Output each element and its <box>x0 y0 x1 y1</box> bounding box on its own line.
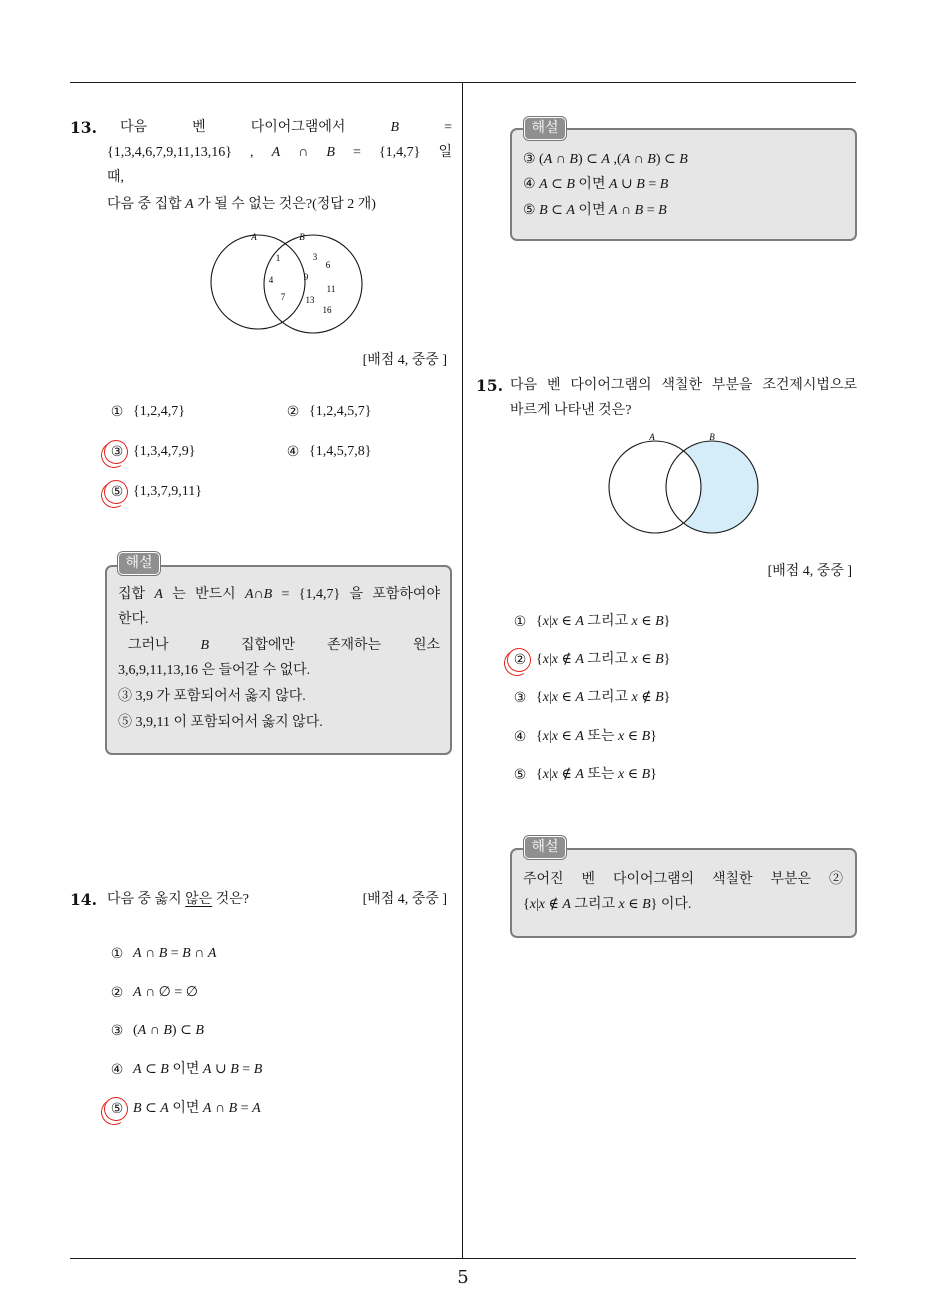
explanation-line <box>523 896 691 914</box>
question-15-number: 15. <box>476 376 503 395</box>
text-run: 다음 중 옳지 <box>107 892 186 907</box>
venn-circle-b <box>264 235 362 333</box>
math-variable: A <box>271 145 281 160</box>
text-run: = <box>238 1062 254 1077</box>
math-variable: A <box>575 729 584 744</box>
text-run: ∩ <box>617 203 635 218</box>
text-run: } 이다. <box>650 897 692 912</box>
question-13-stem-line <box>107 196 376 214</box>
text-run: ) ⊂ <box>577 152 602 167</box>
text-run: { <box>536 652 543 667</box>
math-variable: A <box>601 152 610 167</box>
explanation-line <box>118 714 323 732</box>
text-run: 것은? <box>212 892 249 907</box>
text-run: {1,3,4,7,9} <box>133 444 196 459</box>
choice-number: ③ <box>513 690 527 706</box>
explanation-line <box>523 202 667 220</box>
choice-text <box>133 483 202 501</box>
venn-element: 16 <box>322 305 332 315</box>
choice-text <box>133 1100 261 1118</box>
text-run: ) ⊂ <box>655 152 680 167</box>
math-variable: x <box>631 614 638 629</box>
math-variable: B <box>539 203 548 218</box>
math-variable: A <box>202 1062 212 1077</box>
math-variable: A <box>543 152 553 167</box>
text-run: ,( <box>609 152 622 167</box>
choice-number: ⑤ <box>513 767 527 783</box>
explanation-tab: 해설 <box>524 117 566 140</box>
question-15-stem-line <box>510 377 857 395</box>
math-variable: A <box>133 1062 142 1077</box>
text-run: 다음 벤 다이어그램의 색칠한 부분을 조건제시법으로 <box>510 378 857 393</box>
choice-text <box>133 945 216 963</box>
question-14-score: [배점 4, 중중 ] <box>362 892 447 907</box>
math-variable: B <box>263 587 273 602</box>
math-variable: A <box>575 767 584 782</box>
math-variable: A <box>575 690 584 705</box>
text-run: 또는 <box>583 729 618 744</box>
text-run: 그리고 <box>583 652 632 667</box>
venn-element: 13 <box>305 295 315 305</box>
text-run: ∈ <box>637 614 656 629</box>
text-run: { <box>536 614 543 629</box>
text-run: 그러나 <box>128 638 201 653</box>
text-run: { <box>536 729 543 744</box>
choice-number: ① <box>110 946 124 962</box>
choice-text <box>536 651 670 669</box>
text-run: ∩ <box>211 1101 229 1116</box>
text-run: } <box>663 690 671 705</box>
explanation-line <box>128 637 440 655</box>
text-run: ∈ <box>624 767 642 782</box>
text-run: 다음 중 집합 <box>107 197 186 212</box>
text-run: ∉ <box>557 652 576 667</box>
venn-element: 3 <box>312 252 318 262</box>
math-variable: B <box>658 203 667 218</box>
text-run: ∉ <box>557 767 576 782</box>
text-run: {1,3,7,9,11} <box>133 484 202 499</box>
text-run: ( <box>133 1023 138 1038</box>
text-run: {1,2,4,7} <box>133 404 185 419</box>
math-variable: A <box>608 203 618 218</box>
math-variable: B <box>634 203 644 218</box>
choice-number: ① <box>513 614 527 630</box>
question-13-number: 13. <box>70 118 97 137</box>
explanation-line <box>118 688 306 706</box>
text-run: } <box>663 652 671 667</box>
text-run: ∈ <box>557 729 576 744</box>
text-run: 이면 <box>168 1101 203 1116</box>
venn-element: 11 <box>326 284 336 294</box>
math-variable: x <box>617 767 625 782</box>
math-variable: B <box>230 1062 239 1077</box>
math-variable: A <box>244 587 254 602</box>
explanation-line <box>523 176 668 194</box>
choice-number: ② <box>110 985 124 1001</box>
text-run: ∈ <box>624 897 643 912</box>
math-variable: B <box>163 1023 172 1038</box>
text-run: ⊂ <box>547 177 567 192</box>
math-variable: A <box>621 152 631 167</box>
venn-label-a: A <box>251 232 257 242</box>
math-variable: x <box>529 897 536 912</box>
text-run: ∪ <box>211 1062 231 1077</box>
math-variable: B <box>566 177 575 192</box>
math-variable: A <box>202 1101 212 1116</box>
text-run: ⑤ <box>523 203 540 218</box>
explanation-tab: 해설 <box>118 552 160 575</box>
math-variable: B <box>655 690 664 705</box>
math-variable: B <box>659 177 669 192</box>
choice-text <box>536 613 670 631</box>
text-run: ③ 3,9 가 포함되어서 옳지 않다. <box>118 689 306 704</box>
text-run: ∉ <box>637 690 656 705</box>
text-run: 3,6,9,11,13,16 은 들어갈 수 없다. <box>118 663 311 678</box>
text-run: 이면 <box>574 203 609 218</box>
math-variable: A <box>185 197 194 212</box>
math-variable: B <box>655 614 664 629</box>
text-run: ∈ <box>624 729 642 744</box>
question-15-stem-line <box>510 402 631 420</box>
text-run: ∪ <box>617 177 637 192</box>
math-variable: B <box>641 729 651 744</box>
text-run: ∩ <box>146 1023 164 1038</box>
text-run: 한다. <box>118 612 149 627</box>
choice-number: ④ <box>286 444 300 460</box>
venn-element: 4 <box>268 275 274 285</box>
question-13-score: [배점 4, 중중 ] <box>362 353 447 368</box>
text-run: | <box>548 729 552 744</box>
choice-text <box>133 443 195 461</box>
math-variable: A <box>133 985 142 1000</box>
math-variable: B <box>647 152 656 167</box>
math-variable: A <box>608 177 618 192</box>
text-run: ④ <box>523 177 540 192</box>
text-run: } <box>650 767 657 782</box>
text-run: {1,3,4,6,7,9,11,13,16} , <box>107 145 272 160</box>
math-variable: x <box>542 652 549 667</box>
math-variable: B <box>133 1101 142 1116</box>
venn-label-a: A <box>649 432 655 442</box>
top-rule <box>70 82 856 83</box>
text-run: 집합 <box>118 587 155 602</box>
math-variable: B <box>569 152 578 167</box>
question-13-stem-line <box>107 144 452 162</box>
text-run: ∉ <box>544 897 563 912</box>
math-variable: B <box>679 152 688 167</box>
math-variable: x <box>542 690 549 705</box>
text-run: 때, <box>107 170 125 185</box>
text-run: 바르게 나타낸 것은? <box>510 403 632 418</box>
math-variable: x <box>631 690 638 705</box>
text-run: = {1,4,7} 을 포함하여야 <box>272 587 440 602</box>
explanation-line <box>118 662 310 680</box>
text-run: 이면 <box>574 177 609 192</box>
choice-text <box>133 984 198 1002</box>
text-run: 다음 벤 다이어그램에서 <box>120 120 391 135</box>
text-run: ∩ <box>552 152 570 167</box>
math-variable: x <box>551 767 558 782</box>
math-variable: x <box>542 767 549 782</box>
text-run: = <box>167 946 183 961</box>
text-run: ∩ ∅ = ∅ <box>141 985 198 1000</box>
question-13-stem-line <box>107 169 124 187</box>
math-variable: B <box>326 145 335 160</box>
venn-element: 7 <box>280 292 286 302</box>
text-run: | <box>548 652 552 667</box>
explanation-line <box>118 611 149 629</box>
math-variable: x <box>551 729 558 744</box>
text-run: = <box>643 203 659 218</box>
math-variable: x <box>542 729 549 744</box>
text-run: {1,2,4,5,7} <box>309 404 372 419</box>
math-variable: A <box>137 1023 147 1038</box>
explanation-line <box>523 871 843 889</box>
question-14-stem <box>107 891 249 909</box>
text-run: ) ⊂ <box>171 1023 196 1038</box>
text-run: ∈ <box>637 652 656 667</box>
venn-label-b: B <box>709 432 715 442</box>
math-variable: A <box>539 177 548 192</box>
text-run: | <box>548 767 552 782</box>
choice-text <box>133 1061 262 1079</box>
text-run: 가 될 수 없는 것은?(정답 2 개) <box>193 197 376 212</box>
math-variable: B <box>390 120 400 135</box>
choice-number: ④ <box>110 1062 124 1078</box>
choice-number: ④ <box>513 729 527 745</box>
text-run: ∩ <box>190 946 208 961</box>
explanation-tab: 해설 <box>524 836 566 859</box>
text-run: { <box>536 690 543 705</box>
math-variable: A <box>252 1101 261 1116</box>
choice-number: ⑤ <box>110 1101 124 1117</box>
choice-text <box>309 443 371 461</box>
choice-number: ③ <box>110 444 124 460</box>
text-run: ③ ( <box>523 152 544 167</box>
venn-element: 9 <box>303 272 309 282</box>
math-variable: x <box>551 690 558 705</box>
math-variable: B <box>160 1062 169 1077</box>
text-run: = <box>237 1101 253 1116</box>
text-run: ∩ <box>141 946 159 961</box>
math-variable: x <box>542 614 549 629</box>
text-run: 그리고 <box>570 897 619 912</box>
text-run: ∈ <box>557 614 576 629</box>
math-variable: A <box>133 946 142 961</box>
text-run: ∩ <box>253 587 264 602</box>
text-run: } <box>650 729 657 744</box>
math-variable: A <box>160 1101 169 1116</box>
math-variable: A <box>207 946 217 961</box>
math-variable: A <box>566 203 575 218</box>
text-run: { <box>536 767 543 782</box>
text-run: = <box>644 177 660 192</box>
choice-text <box>536 689 670 707</box>
math-variable: B <box>182 946 191 961</box>
explanation-line <box>523 151 688 169</box>
venn-element: 6 <box>325 260 331 270</box>
column-divider <box>462 82 463 1258</box>
text-run: | <box>548 690 552 705</box>
text-run: ∩ <box>630 152 648 167</box>
text-run: 는 반드시 <box>162 587 245 602</box>
text-run: ∈ <box>557 690 576 705</box>
text-run: ⑤ 3,9,11 이 포함되어서 옳지 않다. <box>118 715 323 730</box>
choice-number: ① <box>110 404 124 420</box>
text-run: 그리고 <box>583 690 632 705</box>
text-run: 또는 <box>583 767 618 782</box>
question-13-stem-line <box>120 119 452 137</box>
math-variable: B <box>228 1101 238 1116</box>
math-variable: B <box>636 177 645 192</box>
choice-text <box>133 403 185 421</box>
math-variable: A <box>575 614 584 629</box>
text-run: = {1,4,7} 일 <box>334 145 452 160</box>
math-variable: A <box>575 652 584 667</box>
text-run: } <box>663 614 671 629</box>
underlined-text: 않은 <box>185 892 213 907</box>
math-variable: x <box>618 897 625 912</box>
math-variable: B <box>655 652 664 667</box>
choice-text <box>536 728 657 746</box>
page-number: 5 <box>457 1267 469 1288</box>
choice-number: ⑤ <box>110 484 124 500</box>
math-variable: B <box>158 946 168 961</box>
question-14-number: 14. <box>70 890 97 909</box>
choice-text <box>133 1022 204 1040</box>
choice-number: ② <box>513 652 527 668</box>
text-run: ⊂ <box>141 1062 161 1077</box>
choice-text <box>536 766 657 784</box>
math-variable: A <box>154 587 163 602</box>
bottom-rule <box>70 1258 856 1259</box>
math-variable: B <box>253 1062 263 1077</box>
text-run: = <box>399 120 452 135</box>
text-run: ∩ <box>280 145 327 160</box>
choice-text <box>309 403 371 421</box>
math-variable: A <box>562 897 571 912</box>
text-run: ⊂ <box>547 203 567 218</box>
math-variable: B <box>641 767 651 782</box>
text-run: 그리고 <box>583 614 632 629</box>
text-run: 이면 <box>168 1062 203 1077</box>
choice-number: ③ <box>110 1023 124 1039</box>
question-13-venn-diagram <box>200 225 370 340</box>
text-run: 집합에만 존재하는 원소 <box>209 638 440 653</box>
text-run: {1,4,5,7,8} <box>309 444 372 459</box>
explanation-line <box>118 586 440 604</box>
text-run: ⊂ <box>141 1101 161 1116</box>
math-variable: x <box>617 729 625 744</box>
math-variable: B <box>642 897 651 912</box>
text-run: | <box>548 614 552 629</box>
math-variable: B <box>200 638 210 653</box>
text-run: { <box>523 897 530 912</box>
question-15-explanation-box <box>510 848 857 938</box>
venn-circle-a <box>211 235 305 329</box>
text-run: | <box>535 897 539 912</box>
venn-label-b: B <box>299 232 305 242</box>
math-variable: x <box>551 652 558 667</box>
question-15-venn-diagram <box>600 430 770 542</box>
math-variable: x <box>631 652 638 667</box>
math-variable: x <box>538 897 545 912</box>
question-15-score: [배점 4, 중중 ] <box>767 564 852 579</box>
text-run: 주어진 벤 다이어그램의 색칠한 부분은 ② <box>523 872 843 887</box>
venn-element: 1 <box>275 253 281 263</box>
math-variable: x <box>551 614 558 629</box>
choice-number: ② <box>286 404 300 420</box>
math-variable: B <box>195 1023 204 1038</box>
